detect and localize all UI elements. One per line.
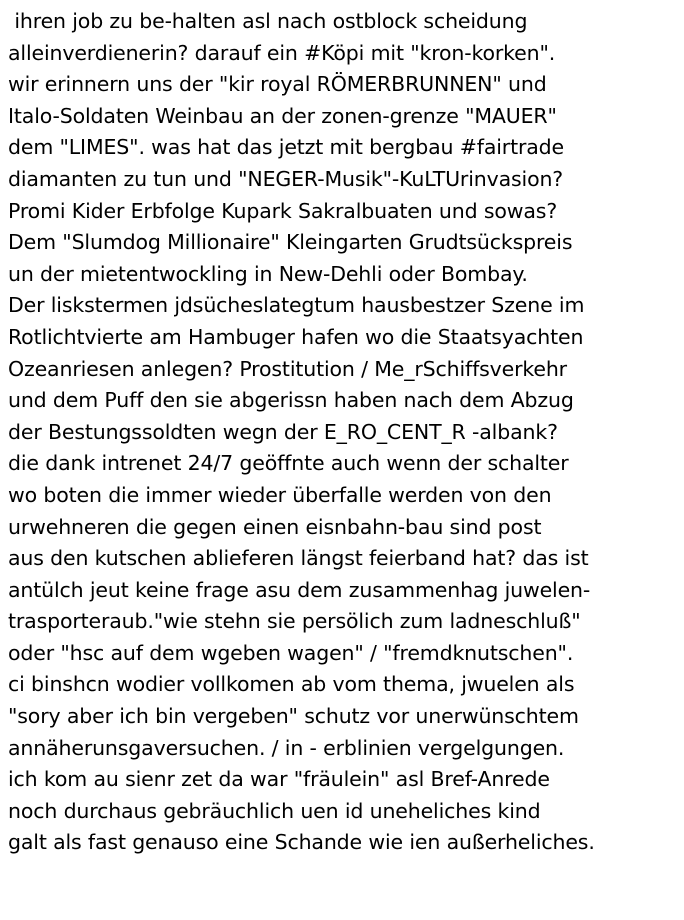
text-line: der Bestungssoldten wegn der E_RO_CENT_R -albank? (8, 419, 558, 444)
text-line: un der mietentwockling in New-Dehli oder Bombay. (8, 261, 528, 286)
text-line: Italo-Soldaten Weinbau an der zonen-grenze "MAUER" (8, 103, 557, 128)
text-line: aus den kutschen ablieferen längst feierband hat? das ist (8, 546, 589, 571)
text-line: noch durchaus gebräuchlich uen id uneheliches kind (8, 798, 541, 823)
text-line: die dank intrenet 24/7 geöffnte auch wenn der schalter (8, 451, 569, 476)
text-line: galt als fast genauso eine Schande wie ien außerheliches. (8, 830, 595, 855)
text-line: dem "LIMES". was hat das jetzt mit bergbau #fairtrade (8, 135, 564, 160)
text-line: diamanten zu tun und "NEGER-Musik"-KuLTUrinvasion? (8, 166, 564, 191)
text-line: Rotlichtvierte am Hambuger hafen wo die Staatsyachten (8, 324, 584, 349)
text-line: Dem "Slumdog Millionaire" Kleingarten Grudtsückspreis (8, 230, 573, 255)
text-line: oder "hsc auf dem wgeben wagen" / "fremdknutschen". (8, 640, 574, 665)
text-line: ci binshcn wodier vollkomen ab vom thema, jwuelen als (8, 672, 575, 697)
text-line: wo boten die immer wieder überfalle werden von den (8, 482, 552, 507)
text-line: annäherunsgaversuchen. / in - erblinien vergelgungen. (8, 735, 565, 760)
text-line: trasporteraub."wie stehn sie persölich zum ladneschluß" (8, 609, 581, 634)
text-line: urwehneren die gegen einen eisnbahn-bau sind post (8, 514, 542, 539)
text-line: Der liskstermen jdsücheslategtum hausbestzer Szene im (8, 293, 585, 318)
text-line: antülch jeut keine frage asu dem zusammenhag juwelen- (8, 577, 591, 602)
text-line: und dem Puff den sie abgerissn haben nach dem Abzug (8, 388, 574, 413)
text-line: ich kom au sienr zet da war "fräulein" asl Bref-Anrede (8, 767, 550, 792)
text-line: ihren job zu be-halten asl nach ostblock scheidung (8, 9, 528, 33)
text-line: Promi Kider Erbfolge Kupark Sakralbuaten und sowas? (8, 198, 558, 223)
text-line: Ozeanriesen anlegen? Prostitution / Me_rSchiffsverkehr (8, 356, 567, 381)
text-line: alleinverdienerin? darauf ein #Köpi mit "kron-korken". (8, 40, 556, 65)
text-line: "sory aber ich bin vergeben" schutz vor unerwünschtem (8, 704, 579, 729)
text-line: wir erinnern uns der "kir royal RÖMERBRUNNEN" und (8, 72, 547, 97)
